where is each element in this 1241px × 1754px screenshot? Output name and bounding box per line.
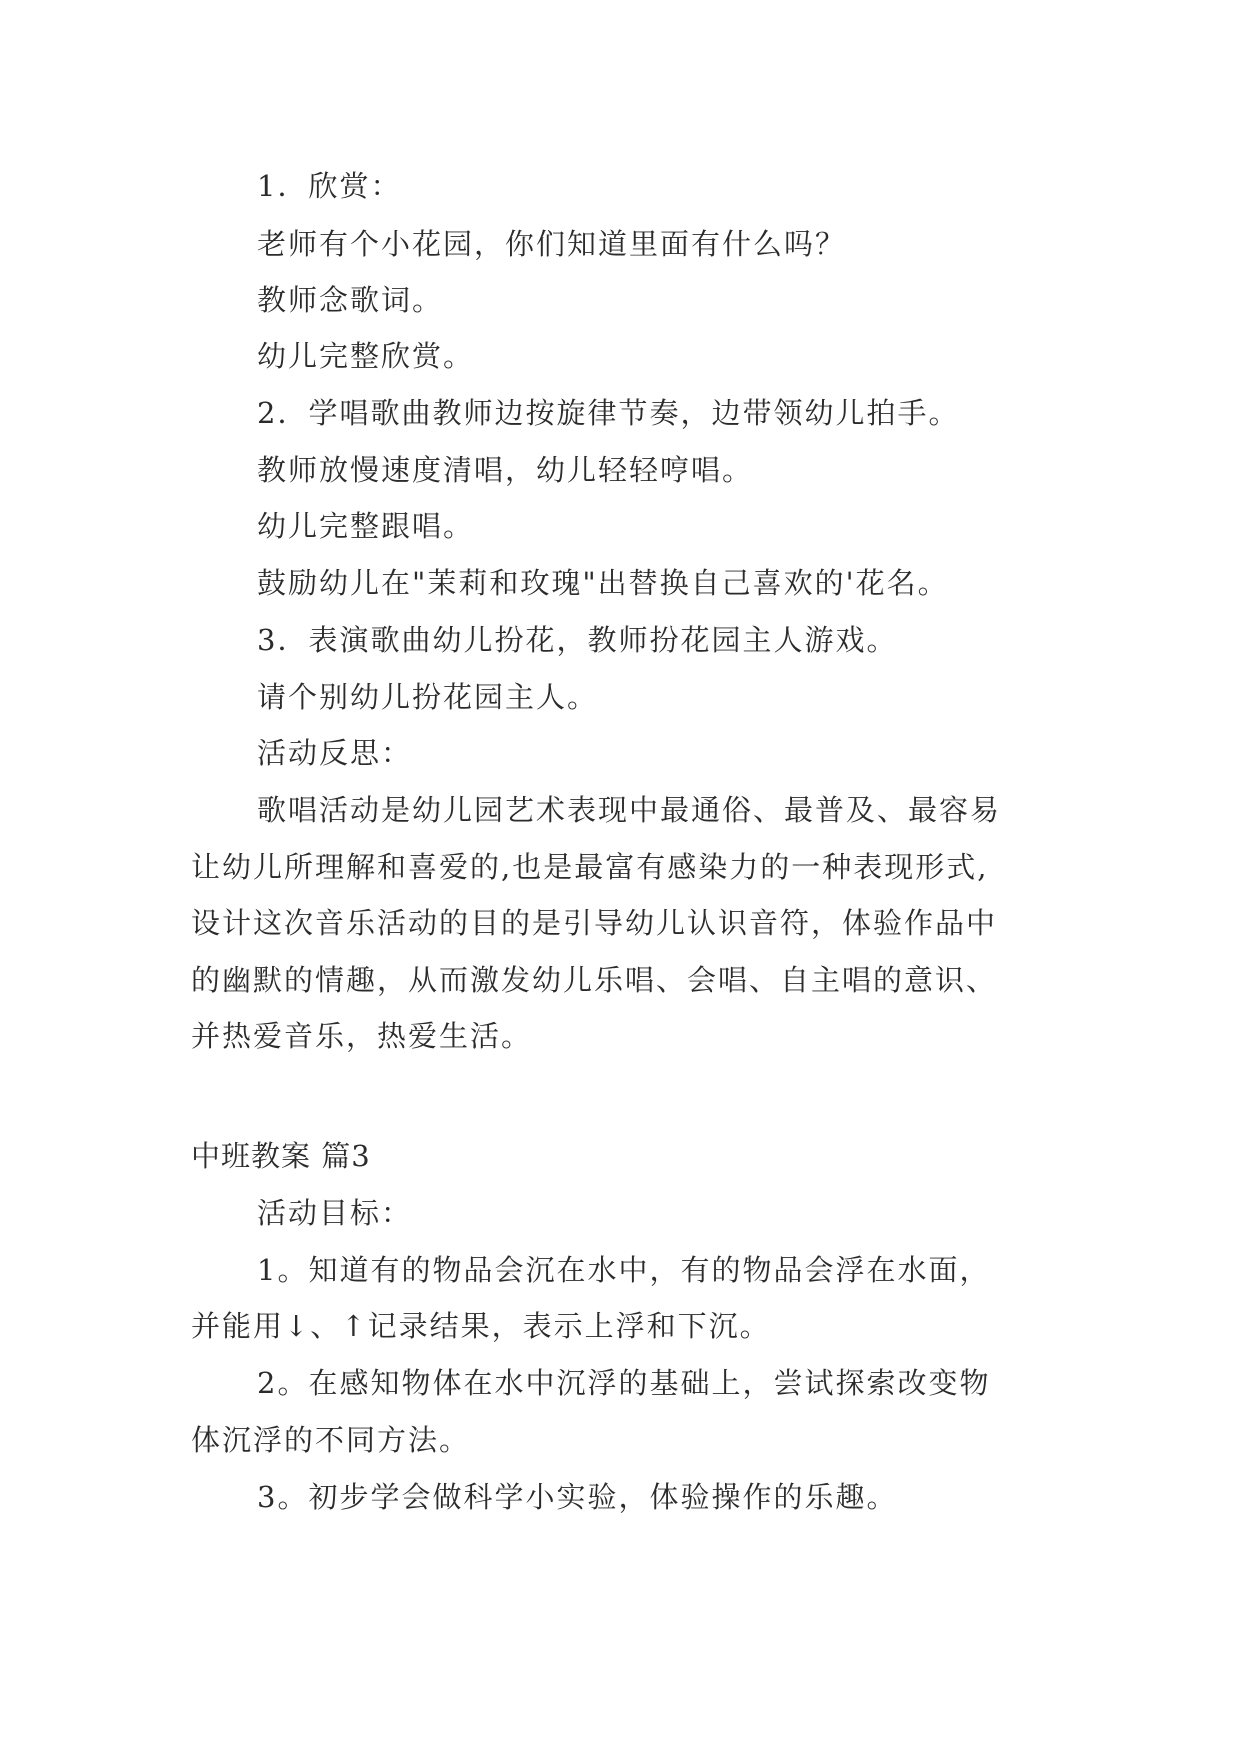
goal-1-line: 并能用↓、↑记录结果，表示上浮和下沉。: [191, 1309, 771, 1343]
paragraph-line: 鼓励幼儿在"茉莉和玫瑰"出替换自己喜欢的'花名。: [257, 566, 949, 600]
reflection-line: 设计这次音乐活动的目的是引导幼儿认识音符，体验作品中: [191, 906, 998, 940]
goal-2-line: 2。在感知物体在水中沉浮的基础上，尝试探索改变物: [257, 1366, 991, 1400]
goals-heading: 活动目标：: [257, 1196, 413, 1230]
paragraph-line: 幼儿完整欣赏。: [257, 339, 475, 373]
step-1-heading: 1．欣赏：: [257, 169, 402, 203]
reflection-line: 让幼儿所理解和喜爱的,也是最富有感染力的一种表现形式,: [191, 850, 989, 884]
reflection-line: 并热爱音乐，热爱生活。: [191, 1019, 533, 1053]
reflection-heading: 活动反思：: [257, 736, 413, 770]
paragraph-line: 教师念歌词。: [257, 283, 444, 317]
paragraph-line: 请个别幼儿扮花园主人。: [257, 680, 599, 714]
reflection-line: 歌唱活动是幼儿园艺术表现中最通俗、最普及、最容易: [257, 793, 1002, 827]
goal-1-line: 1。知道有的物品会沉在水中，有的物品会浮在水面，: [257, 1253, 991, 1287]
paragraph-line: 教师放慢速度清唱，幼儿轻轻哼唱。: [257, 453, 754, 487]
paragraph-line: 老师有个小花园，你们知道里面有什么吗？: [257, 227, 847, 261]
step-2-heading: 2．学唱歌曲教师边按旋律节奏，边带领幼儿拍手。: [257, 396, 960, 430]
step-3-heading: 3．表演歌曲幼儿扮花，教师扮花园主人游戏。: [257, 623, 898, 657]
paragraph-line: 幼儿完整跟唱。: [257, 509, 475, 543]
goal-2-line: 体沉浮的不同方法。: [191, 1423, 471, 1457]
section-title: 中班教案 篇3: [191, 1139, 371, 1173]
reflection-line: 的幽默的情趣，从而激发幼儿乐唱、会唱、自主唱的意识、: [191, 963, 998, 997]
goal-3-line: 3。初步学会做科学小实验，体验操作的乐趣。: [257, 1480, 898, 1514]
